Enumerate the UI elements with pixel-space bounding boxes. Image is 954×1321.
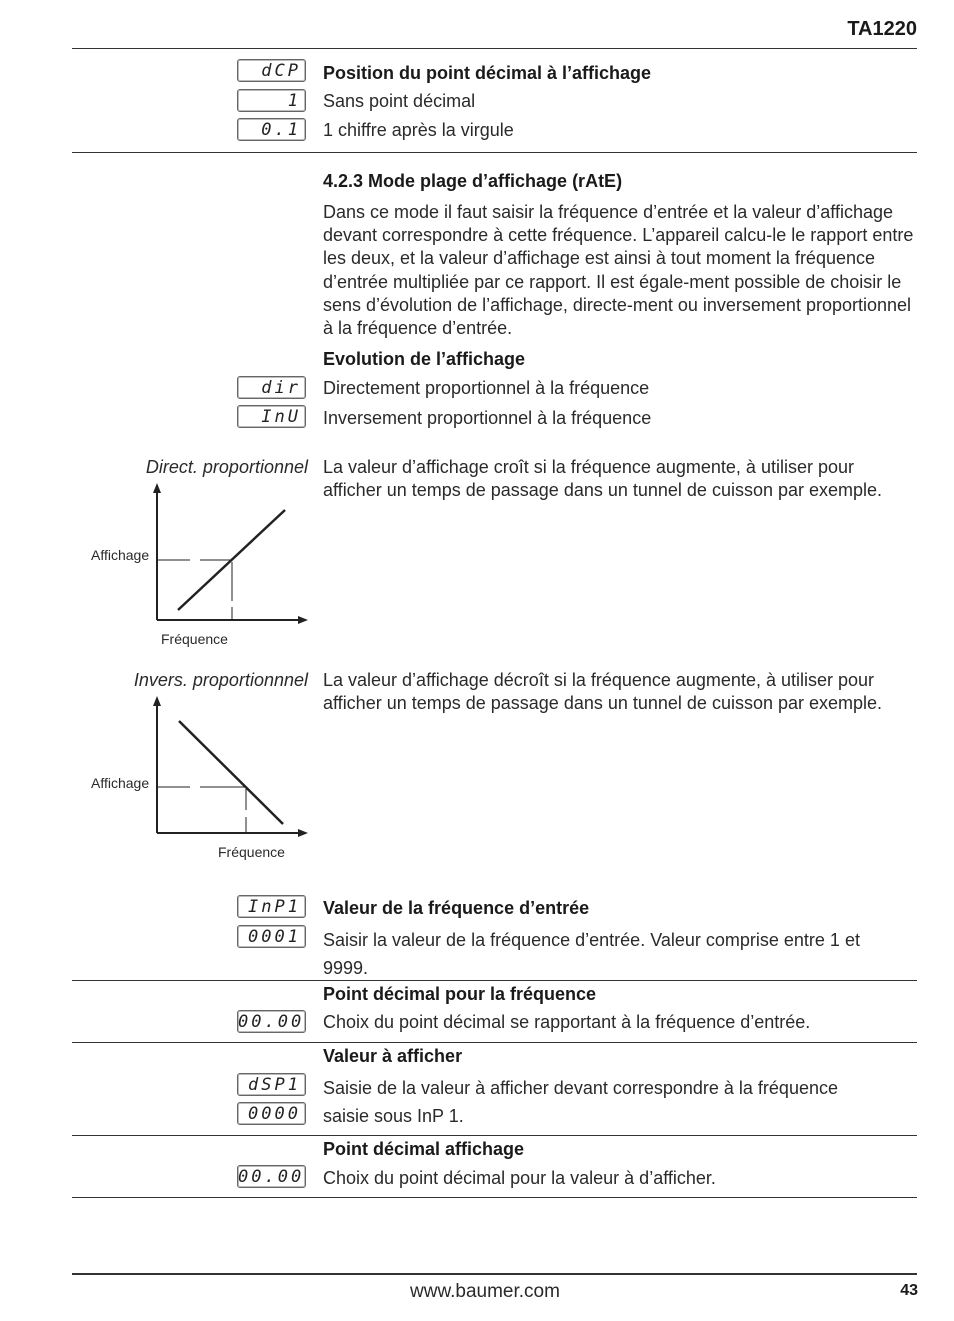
x-axis-label: Fréquence bbox=[161, 631, 228, 647]
evolution-title: Evolution de l’affichage bbox=[323, 349, 526, 369]
y-axis-label: Affichage bbox=[91, 775, 150, 791]
lcd-display: 1 bbox=[237, 89, 306, 112]
lcd-display: dSP1 bbox=[237, 1073, 306, 1096]
param-text: Choix du point décimal se rapportant à la fréquence d’entrée. bbox=[323, 1012, 811, 1032]
page-number: 43 bbox=[900, 1282, 918, 1299]
lcd-display: dir bbox=[237, 376, 306, 399]
graph-description: La valeur d’affichage décroît si la fréquence augmente, à utiliser pour afficher un temps de passage dans un tunnel de cuisson par exemple. bbox=[323, 670, 883, 714]
lcd-display: 0000 bbox=[237, 1102, 306, 1125]
divider bbox=[72, 1042, 917, 1043]
footer-url[interactable]: www.baumer.com bbox=[410, 1281, 560, 1302]
graph-caption: Invers. proportionnnel bbox=[133, 670, 308, 690]
param-text: Saisir la valeur de la fréquence d’entrée. Valeur comprise entre 1 et 9999. bbox=[323, 930, 860, 978]
param-title: Valeur à afficher bbox=[323, 1046, 463, 1066]
graph-caption: Direct. proportionnel bbox=[145, 457, 308, 477]
param-title: Valeur de la fréquence d’entrée bbox=[323, 898, 590, 918]
model-title: TA1220 bbox=[847, 18, 917, 40]
lcd-display: 00.00 bbox=[238, 1012, 305, 1032]
lcd-display: 0001 bbox=[237, 925, 306, 948]
section-title: Position du point décimal à l’affichage bbox=[323, 63, 652, 83]
option-text: 1 chiffre après la virgule bbox=[323, 120, 514, 140]
y-axis-label: Affichage bbox=[91, 547, 150, 563]
section-heading: 4.2.3 Mode plage d’affichage (rAtE) bbox=[323, 171, 623, 191]
lcd-display: InP1 bbox=[237, 895, 306, 918]
footer-divider bbox=[72, 1273, 917, 1275]
lcd-display: InU bbox=[237, 405, 306, 428]
divider bbox=[72, 152, 917, 153]
lcd-display: dCP bbox=[237, 59, 306, 82]
option-text: Sans point décimal bbox=[323, 91, 476, 111]
divider bbox=[72, 1197, 917, 1198]
direct-proportional-graph bbox=[150, 483, 315, 628]
divider bbox=[72, 980, 917, 981]
option-text: Directement proportionnel à la fréquence bbox=[323, 378, 650, 398]
graph-description: La valeur d’affichage croît si la fréquence augmente, à utiliser pour afficher un temps de passage dans un tunnel de cuisson par exemple. bbox=[323, 457, 883, 501]
option-text: Inversement proportionnel à la fréquence bbox=[323, 408, 652, 428]
inverse-proportional-graph bbox=[150, 696, 315, 841]
lcd-display: 00.00 bbox=[238, 1167, 305, 1187]
divider bbox=[72, 1135, 917, 1136]
divider bbox=[72, 48, 917, 49]
param-text: Saisie de la valeur à afficher devant correspondre à la fréquence saisie sous InP 1. bbox=[323, 1078, 838, 1126]
param-text: Choix du point décimal pour la valeur à d’afficher. bbox=[323, 1168, 716, 1188]
param-title: Point décimal pour la fréquence bbox=[323, 984, 597, 1004]
x-axis-label: Fréquence bbox=[218, 844, 285, 860]
intro-paragraph: Dans ce mode il faut saisir la fréquence d’entrée et la valeur d’affichage devant correspondre à cette fréquence. L’appareil calcu-le le rapport entre les deux, et la valeur d’affichage est ainsi à tout moment la fréquence d’entrée multipliée par ce rapport. Il est égale-ment possible de choisir le sens d’évolution de l’affichage, directe-ment ou inversement proportionnel à la fréquence d’entrée. bbox=[323, 202, 914, 339]
param-title: Point décimal affichage bbox=[323, 1139, 525, 1159]
lcd-display: 0.1 bbox=[237, 118, 306, 141]
